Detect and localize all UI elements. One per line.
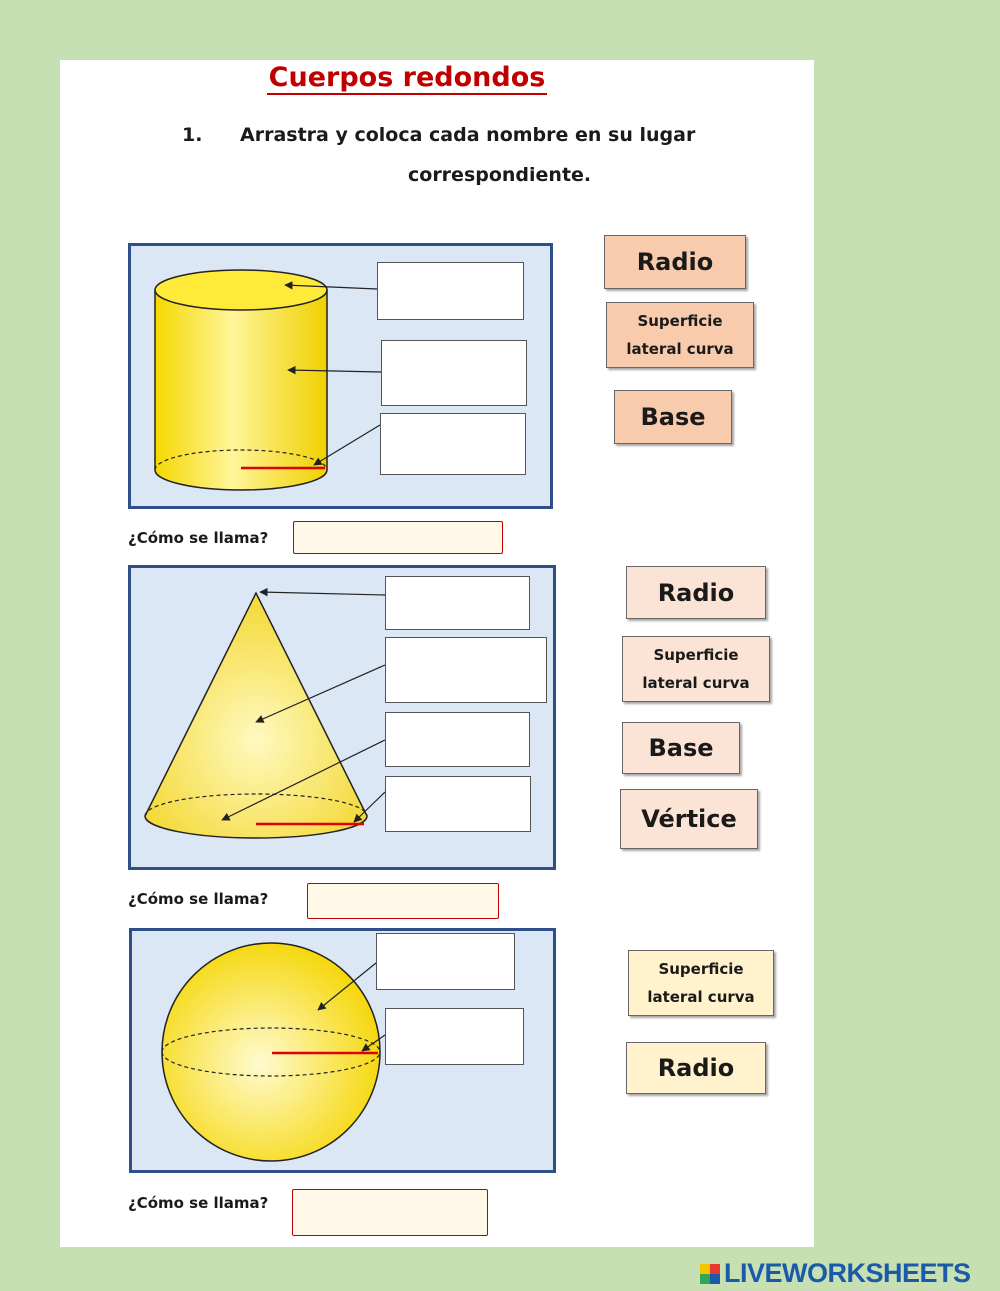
question-label: ¿Cómo se llama?	[128, 529, 269, 547]
chip-base[interactable]: Base	[614, 390, 732, 444]
chip-radio[interactable]: Radio	[626, 566, 766, 619]
chip-vertice[interactable]: Vértice	[620, 789, 758, 849]
sphere-drop-zone-2[interactable]	[385, 1008, 524, 1065]
question-label: ¿Cómo se llama?	[128, 1194, 269, 1212]
chip-superficie-lateral-curva[interactable]: Superficie lateral curva	[628, 950, 774, 1016]
chip-superficie-lateral-curva[interactable]: Superficie lateral curva	[606, 302, 754, 368]
sphere-drop-zone-1[interactable]	[376, 933, 515, 990]
worksheet-title: Cuerpos redondos	[268, 62, 546, 93]
question-label: ¿Cómo se llama?	[128, 890, 269, 908]
chip-superficie-lateral-curva[interactable]: Superficie lateral curva	[622, 636, 770, 702]
instruction-line-1: Arrastra y coloca cada nombre en su lugar	[240, 124, 696, 146]
instruction-line-2: correspondiente.	[408, 164, 592, 186]
logo-icon	[700, 1264, 720, 1284]
liveworksheets-logo	[700, 1258, 971, 1289]
chip-base[interactable]: Base	[622, 722, 740, 774]
chip-radio[interactable]: Radio	[626, 1042, 766, 1094]
logo-text: LIVEWORKSHEETS	[724, 1258, 971, 1288]
sphere-answer-field[interactable]	[292, 1189, 488, 1236]
chip-radio[interactable]: Radio	[604, 235, 746, 289]
instruction-number: 1.	[182, 124, 203, 146]
